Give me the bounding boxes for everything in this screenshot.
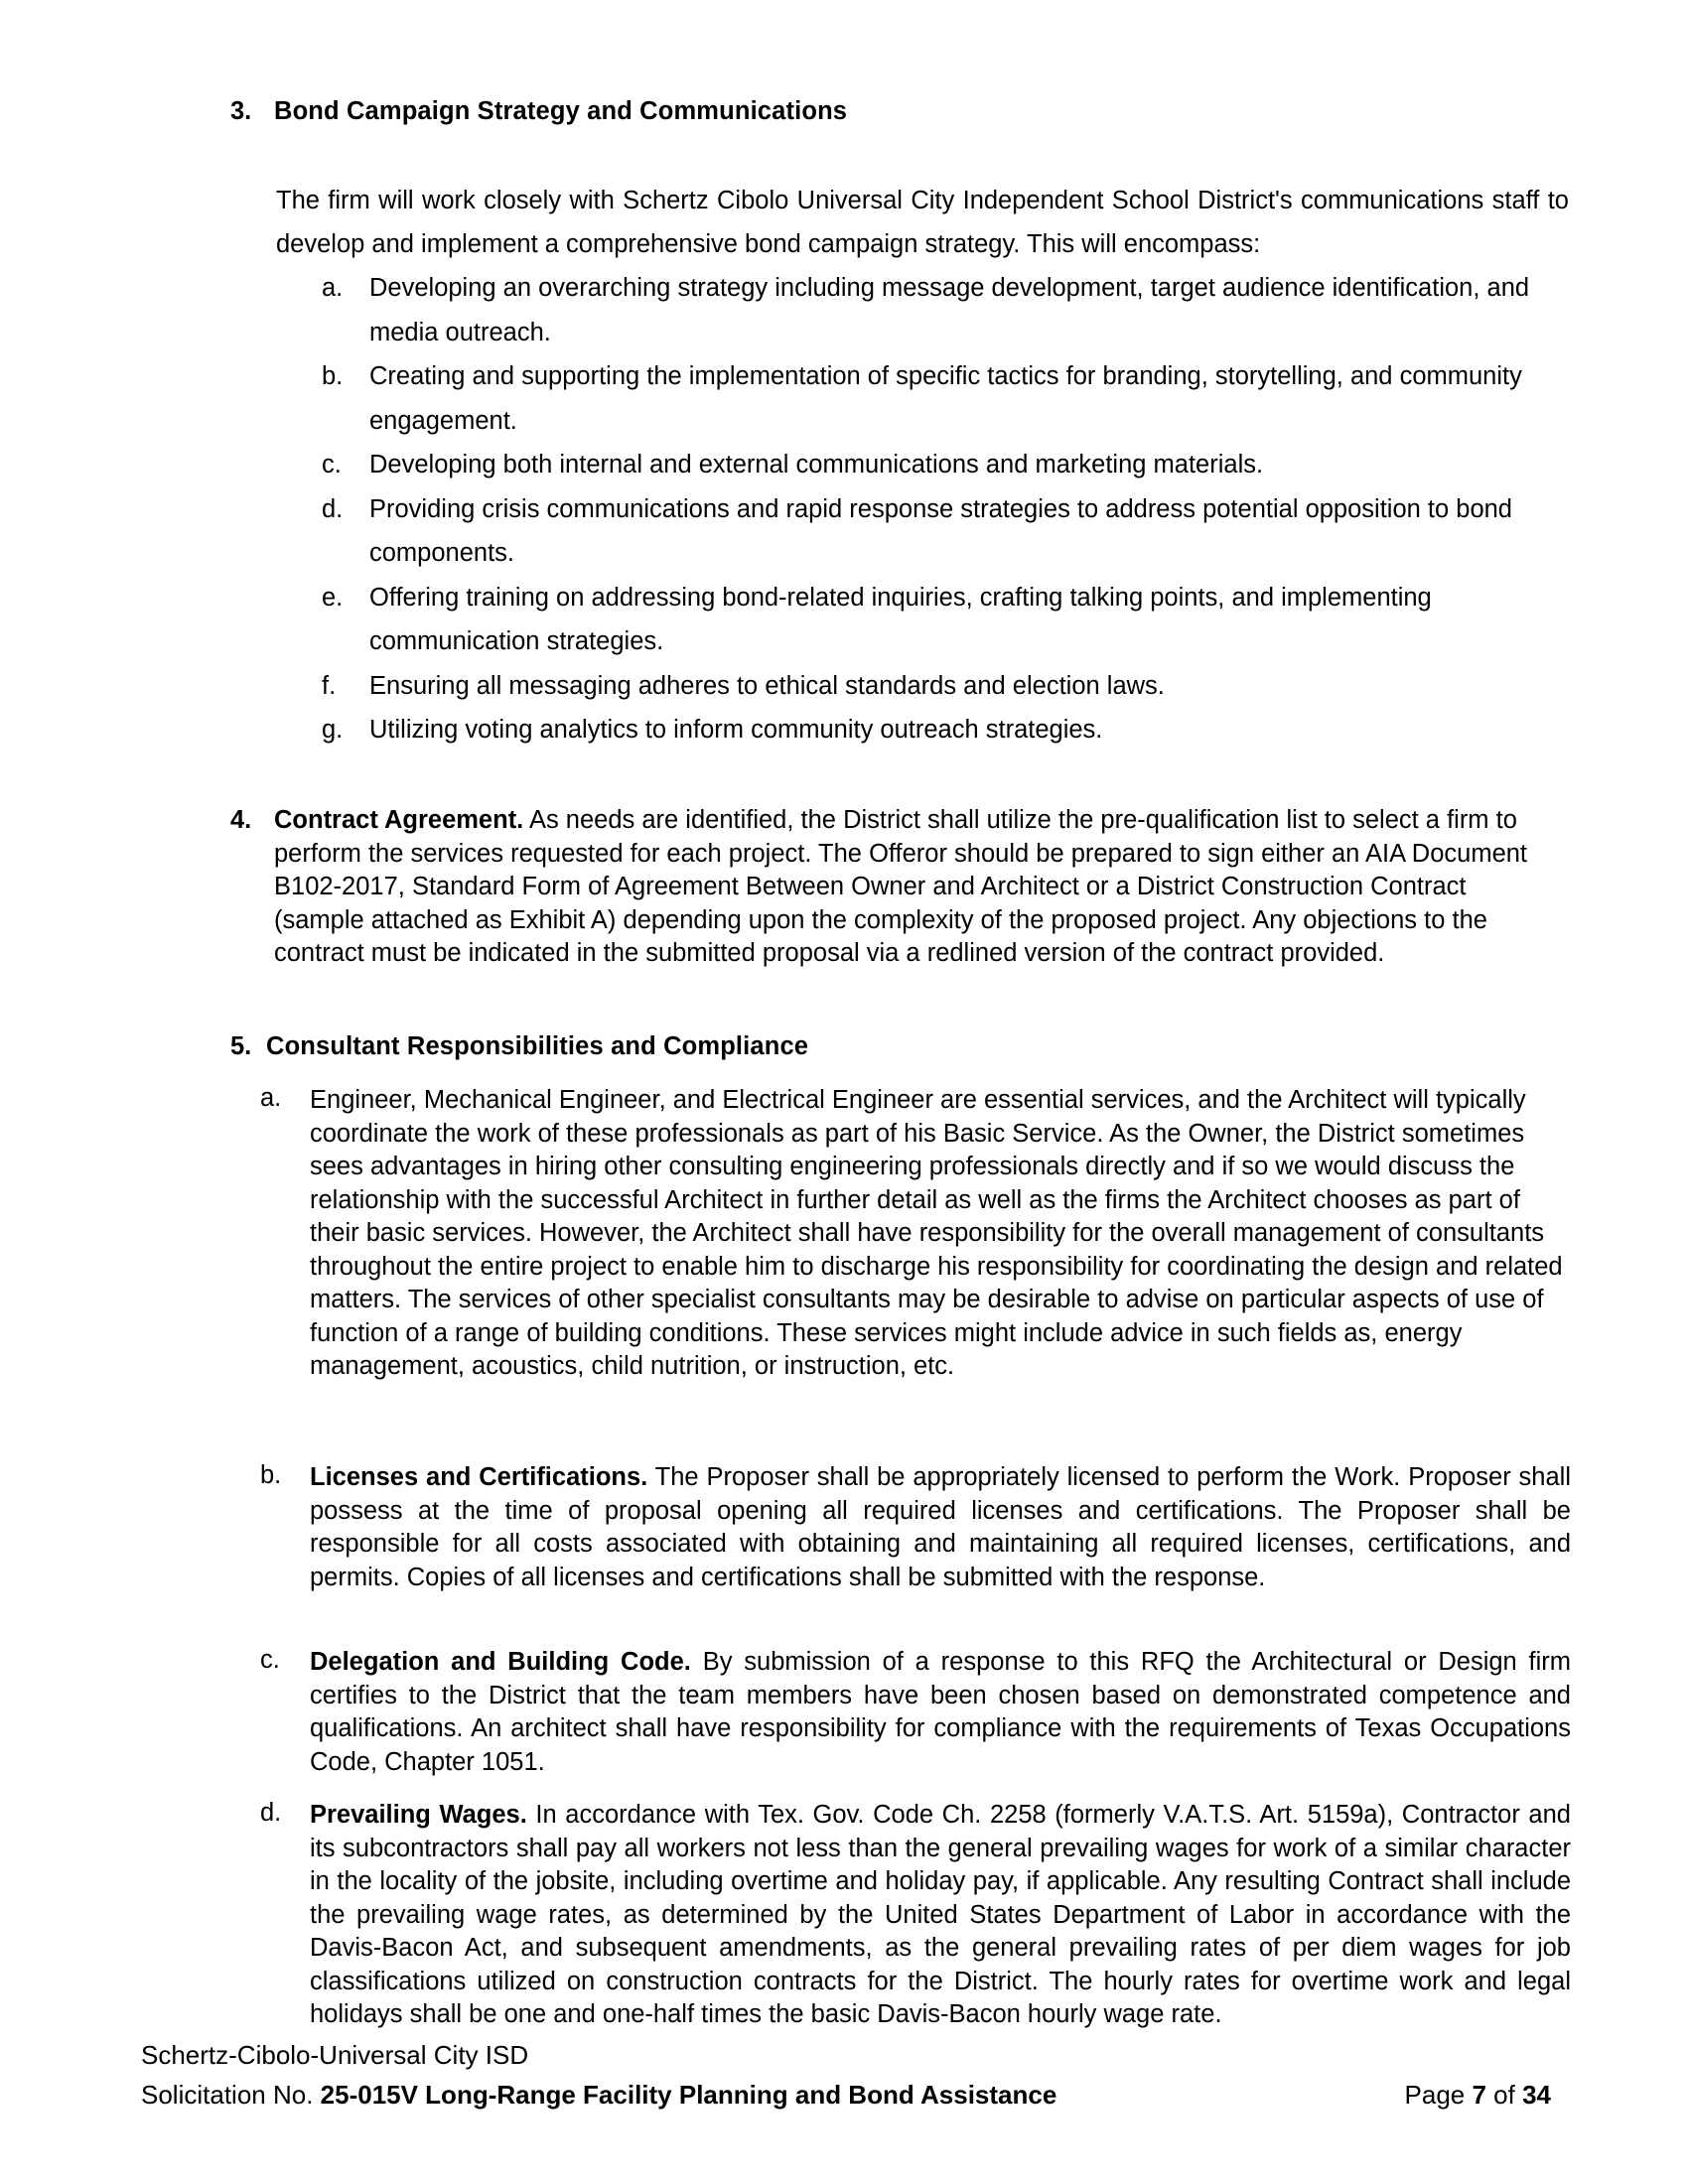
list-item	[316, 487, 1569, 576]
list-item-marker: d.	[260, 1799, 282, 1827]
list-item-text: Developing both internal and external communications and marketing materials.	[369, 451, 1264, 478]
list-item	[316, 664, 1569, 709]
list-item-text: Creating and supporting the implementation of specific tactics for branding, storytelling, and community engagement.	[369, 362, 1522, 435]
list-item-marker: c.	[260, 1646, 280, 1674]
list-item	[316, 708, 1569, 752]
list-item-text	[310, 1799, 1571, 2032]
footer-solicitation-value: 25-015V Long-Range Facility Planning and Bond Assistance	[320, 2080, 1057, 2110]
footer-solicitation	[141, 2077, 1056, 2113]
list-item-lead: Delegation and Building Code.	[310, 1648, 691, 1676]
section-5-heading	[230, 1030, 1521, 1063]
list-item-marker: g.	[322, 716, 344, 744]
list-item	[260, 1799, 1571, 2032]
section-5-item-d	[260, 1799, 1571, 2032]
list-item	[316, 354, 1569, 443]
section-4-text: As needs are identified, the District shall utilize the pre-qualification list to select a firm to perform the services requested for each project. The Offeror should be prepared to sign either an AIA Document B102-2017, Standard Form of Agreement Between Owner and Architect or a District Construction Contract (sample attached as Exhibit A) depending upon the complexity of the proposed project. Any objections to the contract must be indicated in the submitted proposal via a redlined version of the contract provided.	[274, 806, 1528, 967]
section-5-title: Consultant Responsibilities and Compliance	[266, 1032, 809, 1060]
list-item	[260, 1646, 1571, 1779]
list-item	[316, 576, 1569, 664]
list-item-lead: Prevailing Wages.	[310, 1801, 527, 1829]
list-item-lead: Licenses and Certifications.	[310, 1463, 648, 1491]
page-footer	[141, 2037, 1551, 2113]
footer-page-total: 34	[1522, 2080, 1551, 2110]
list-item-body: By submission of a response to this RFQ the Architectural or Design firm certifies to the District that the team members have been chosen based on demonstrated competence and qualifications. An architect shall have responsibility for compliance with the requirements of Texas Occupations Code, Chapter 1051.	[310, 1648, 1572, 1776]
list-item-body: In accordance with Tex. Gov. Code Ch. 2258 (formerly V.A.T.S. Art. 5159a), Contractor and its subcontractors shall pay all workers not less than the general prevailing wages for work of a similar character in the locality of the jobsite, including overtime and holiday pay, if applicable. Any resulting Contract shall include the prevailing wage rates, as determined by the United States Department of Labor in accordance with the Davis-Bacon Act, and subsequent amendments, as the general prevailing rates of per diem wages for job classifications utilized on construction contracts for the District. The hourly rates for overtime work and legal holidays shall be one and one-half times the basic Davis-Bacon hourly wage rate.	[310, 1801, 1571, 2028]
section-4-number: 4.	[230, 806, 252, 834]
footer-page-current: 7	[1472, 2080, 1486, 2110]
footer-solicitation-label: Solicitation No.	[141, 2080, 321, 2110]
list-item-text: Offering training on addressing bond-related inquiries, crafting talking points, and implementing communication strategies.	[369, 583, 1432, 655]
section-4-paragraph	[274, 804, 1561, 971]
list-item	[316, 266, 1569, 354]
section-4-block	[230, 804, 1561, 971]
list-item-text	[310, 1084, 1571, 1384]
section-5-item-c	[260, 1646, 1571, 1779]
list-item-text: Developing an overarching strategy including message development, target audience identification, and media outreach.	[369, 274, 1530, 346]
section-3-sublist	[316, 266, 1569, 752]
footer-page-number	[1405, 2077, 1551, 2113]
list-item-text	[310, 1646, 1571, 1779]
footer-page-prefix: Page	[1404, 2080, 1473, 2110]
list-item-marker: b.	[260, 1461, 282, 1489]
list-item-body: Engineer, Mechanical Engineer, and Electrical Engineer are essential services, and the Architect will typically coordinate the work of these professionals as part of his Basic Service. As the Owner, the District sometimes sees advantages in hiring other consulting engineering professionals directly and if so we would discuss the relationship with the successful Architect in further detail as well as the firms the Architect chooses as part of their basic services. However, the Architect shall have responsibility for the overall management of consultants throughout the entire project to enable him to discharge his responsibility for coordinating the design and related matters. The services of other specialist consultants may be desirable to advise on particular aspects of use of function of a range of building conditions. These services might include advice in such fields as, energy management, acoustics, child nutrition, or instruction, etc.	[310, 1086, 1563, 1380]
list-item	[316, 443, 1569, 487]
section-3-intro-paragraph: The firm will work closely with Schertz Cibolo Universal City Independent School District's communications staff to develop and implement a comprehensive bond campaign strategy. This will encompass:	[276, 187, 1569, 258]
list-item	[260, 1461, 1571, 1594]
list-item	[260, 1084, 1571, 1384]
section-5-item-b	[260, 1461, 1571, 1594]
list-item-marker: a.	[322, 274, 344, 302]
section-3-number: 3.	[230, 97, 252, 125]
list-item-text: Ensuring all messaging adheres to ethical standards and election laws.	[369, 671, 1165, 700]
section-5-item-a	[260, 1084, 1571, 1384]
footer-district: Schertz-Cibolo-Universal City ISD	[141, 2040, 529, 2070]
section-4-lead: Contract Agreement.	[274, 806, 524, 834]
list-item-text: Utilizing voting analytics to inform community outreach strategies.	[369, 716, 1103, 744]
list-item-marker: d.	[322, 494, 344, 523]
section-3-heading	[230, 95, 1521, 128]
footer-solicitation-row	[141, 2077, 1551, 2113]
list-item-marker: e.	[322, 583, 344, 612]
footer-page-middle: of	[1485, 2080, 1523, 2110]
list-item-marker: f.	[322, 671, 337, 700]
list-item-body: The Proposer shall be appropriately licensed to perform the Work. Proposer shall possess at the time of proposal opening all required licenses and certifications. The Proposer shall be responsible for all costs associated with obtaining and maintaining all required licenses, certifications, and permits. Copies of all licenses and certifications shall be submitted with the response.	[310, 1463, 1571, 1591]
list-item-marker: a.	[260, 1084, 282, 1112]
list-item-marker: c.	[322, 451, 342, 478]
section-5-number: 5.	[230, 1032, 252, 1060]
list-item-text: Providing crisis communications and rapid response strategies to address potential opposition to bond components.	[369, 494, 1512, 567]
section-3-title: Bond Campaign Strategy and Communications	[274, 97, 848, 125]
list-item-text	[310, 1461, 1571, 1594]
list-item-marker: b.	[322, 362, 344, 390]
